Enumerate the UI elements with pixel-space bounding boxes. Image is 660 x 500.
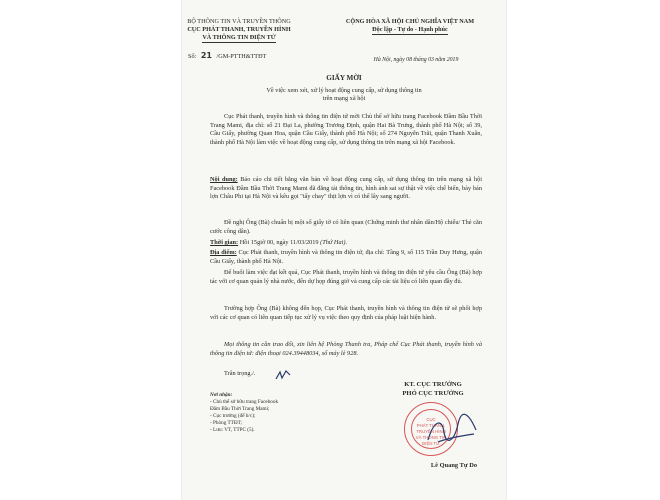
intro-text: Cục Phát thanh, truyền hình và thông tin điện tử mời Chủ thể sở hữu trang Facebook Đầm Bầu Thời Trang Mami, địa chỉ: số 21 Đại La, phường Trương Định, quận Hai Bà Trưng, thành phố Hà Nội; số 39, Cầu Giấy, phường Quan Hoa, quận Cầu Giấy, thành phố Hà Nội; số 274 Nguyễn Trãi, quận Thanh Xuân, thành phố Hà Nội làm việc về hoạt động cung cấp, sử dụng thông tin trên mạng xã hội Facebook.	[210, 113, 482, 146]
content-paragraph	[210, 176, 482, 202]
seal-text: ĐIỆN TỬ	[422, 441, 440, 446]
place-paragraph	[210, 249, 482, 266]
place-label: Địa điểm:	[210, 249, 237, 256]
content-text: Báo cáo chi tiết bằng văn bản về hoạt động cung cấp, sử dụng thông tin trên mạng xã hội Facebook Đầm Bầu Thời Trang Mami đã đăng tải thông tin, hình ảnh sai sự thật về việc chế biến, bày bán lợn Châu Phi tại Hà Nội và kêu gọi "tẩy chay" thịt lợn vì có thể lây sang người.	[210, 176, 482, 201]
document-subtitle: Về việc xem xét, xử lý hoạt động cung cấp, sử dụng thông tin trên mạng xã hội	[266, 87, 422, 102]
issuer-header	[184, 18, 294, 43]
closing-text: Trân trọng./.	[224, 370, 256, 377]
recipient-item: - Chủ thể sở hữu trang Facebook	[210, 399, 279, 405]
seal-text: CỤC	[426, 417, 436, 422]
cooperation-paragraph	[210, 269, 482, 286]
content-label: Nội dung:	[210, 176, 238, 183]
initial-signature-icon	[274, 369, 292, 381]
signature-title	[368, 380, 498, 398]
place-text: Cục Phát thanh, truyền hình và thông tin điện tử, địa chỉ: Tầng 9, số 115 Trần Duy Hưng, quận Cầu Giấy, thành phố Hà Nội.	[210, 249, 482, 265]
recipients-title: Nơi nhận:	[210, 392, 233, 398]
place-date: Hà Nội, ngày 08 tháng 03 năm 2019	[373, 57, 459, 63]
seal-text: TRUYỀN HÌNH	[416, 429, 446, 434]
doc-code: /GM-PTTH&TTĐT	[216, 53, 267, 60]
request-paragraph	[210, 219, 482, 236]
request-text: Đề nghị Ông (Bà) chuẩn bị một số giấy tờ có liên quan (Chứng minh thư nhân dân/Hộ chiếu/ Thẻ căn cước công dân).	[210, 219, 482, 235]
signature-icon	[424, 412, 480, 448]
signature-line1: KT. CỤC TRƯỞNG	[404, 381, 462, 388]
contact-paragraph	[210, 341, 482, 358]
doc-number-label: Số:	[188, 53, 197, 60]
absence-text: Trường hợp Ông (Bà) không đến họp, Cục Phát thanh, truyền hình và thông tin điện tử sẽ phối hợp với các cơ quan có liên quan tiếp tục xử lý vụ việc theo quy định của pháp luật hiện hành.	[210, 305, 482, 321]
seal-text: PHÁT THANH,	[416, 423, 446, 428]
closing	[210, 370, 482, 379]
time-paragraph	[210, 239, 482, 248]
ministry-name: BỘ THÔNG TIN VÀ TRUYỀN THÔNG	[187, 18, 291, 25]
recipient-item: - Phòng TTĐT;	[210, 420, 242, 426]
seal-text: VÀ THÔNG TIN	[415, 435, 447, 440]
document-page	[182, 0, 506, 500]
time-label: Thời gian:	[210, 239, 239, 246]
department-name-line1: CỤC PHÁT THANH, TRUYỀN HÌNH	[187, 26, 291, 33]
doc-number	[188, 52, 298, 61]
contact-text: Mọi thông tin cần trao đổi, xin liên hệ Phòng Thanh tra, Pháp chế Cục Phát thanh, truyền hình và thông tin điện tử: điện thoại 024.39448034, số máy lẻ 928.	[210, 341, 482, 357]
nation-header	[320, 18, 500, 35]
department-name-line2: VÀ THÔNG TIN ĐIỆN TỬ	[202, 34, 276, 41]
national-motto: Độc lập - Tự do - Hạnh phúc	[372, 26, 448, 33]
absence-paragraph	[210, 305, 482, 322]
recipient-item: - Cục trưởng (để b/c);	[210, 413, 256, 419]
intro-paragraph	[210, 113, 482, 147]
time-weekday: (Thứ Hai).	[320, 239, 348, 246]
recipients	[210, 392, 330, 434]
cooperation-text: Để buổi làm việc đạt kết quả, Cục Phát thanh, truyền hình và thông tin điện tử yêu cầu Ông (Bà) hợp tác với cơ quan quản lý nhà nước, đến dự họp đúng giờ và cung cấp các tài liệu có liên quan đầy đủ.	[210, 269, 482, 285]
recipient-item: - Lưu: VT, TTPC (5).	[210, 427, 255, 433]
document-title: GIẤY MỜI	[326, 74, 362, 82]
nation-name: CỘNG HÒA XÃ HỘI CHỦ NGHĨA VIỆT NAM	[345, 18, 475, 25]
recipient-item: Đầm Bầu Thời Trang Mami;	[210, 406, 270, 412]
signer-name: Lê Quang Tự Do	[430, 462, 478, 469]
doc-number-value: 21	[200, 51, 212, 60]
signature-line2: PHÓ CỤC TRƯỞNG	[402, 390, 464, 397]
time-text: Hồi 15giờ 00, ngày 11/03/2019	[239, 239, 319, 246]
